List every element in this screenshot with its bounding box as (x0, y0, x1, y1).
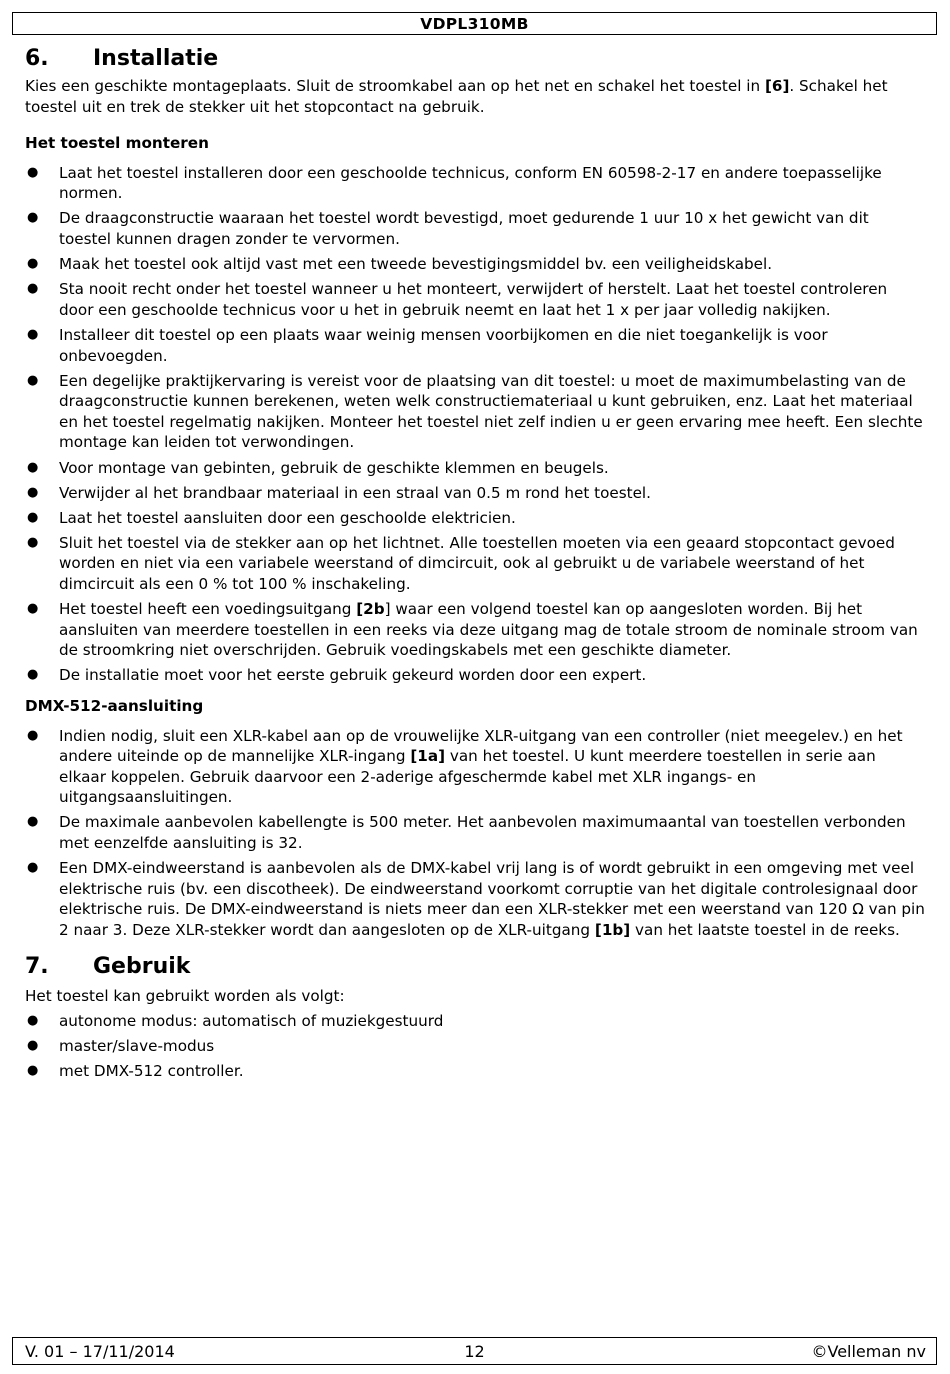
page-footer (12, 1337, 937, 1365)
bullet-icon: ● (27, 1013, 39, 1029)
section-6-intro (25, 76, 925, 117)
reference-label: [1b] (594, 920, 631, 939)
intro-text-continued: . Schakel het toestel uit en trek de stekker uit het stopcontact na gebruik. (25, 77, 888, 116)
page-header (12, 12, 937, 35)
bullet-icon: ● (27, 509, 39, 525)
bullet-icon: ● (27, 601, 39, 617)
section-6-heading (25, 44, 925, 74)
mount-heading: Het toestel monteren (25, 134, 209, 153)
list-item-text: Sta nooit recht onder het toestel wanneer u het monteert, verwijdert of herstelt. Laat het toestel controleren door een geschoolde technicus voor u het in gebruik neemt en laat het 1 x per jaar volledig nakijken. (59, 280, 888, 319)
list-item (25, 325, 925, 366)
reference-label: [6] (764, 77, 790, 95)
bullet-icon: ● (27, 210, 39, 226)
list-item-text: Verwijder al het brandbaar materiaal in een straal van 0.5 m rond het toestel. (59, 483, 651, 502)
list-item-text: Een DMX-eindweerstand is aanbevolen als de DMX-kabel vrij lang is of wordt gebruikt in een omgeving met veel elektrische ruis (bv. een discotheek). De eindweerstand voorkomt corruptie van het digitale controlesignaal door elektrische ruis. De DMX-eindweerstand is niets meer dan een XLR-stekker met een weerstand van 120 Ω van pin 2 naar 3. Deze XLR-stekker wordt dan aangesloten op de XLR-uitgang (59, 859, 925, 939)
section-7-number: 7. (25, 954, 49, 980)
bullet-icon: ● (27, 534, 39, 550)
page-content (25, 44, 925, 1086)
list-item-text: De draagconstructie waaraan het toestel wordt bevestigd, moet gedurende 1 uur 10 x het gewicht van dit toestel kunnen dragen zonder te vervormen. (59, 209, 869, 249)
list-item-text: Installeer dit toestel op een plaats waar weinig mensen voorbijkomen en die niet toegankelijk is voor onbevoegden. (59, 325, 828, 365)
list-item-text-continued: ] waar een volgend toestel kan op aangesloten worden. Bij het aansluiten van meerdere toestellen in een reeks via deze uitgang mag de totale stroom de nominale stroom van de stroomkring niet overschrijden. Gebruik voedingskabels met een geschikte diameter. (59, 600, 918, 660)
list-item-text: autonome modus: automatisch of muziekgestuurd (59, 1012, 444, 1031)
list-item-text: met DMX-512 controller. (59, 1062, 244, 1081)
list-item-text-continued: van het toestel. U kunt meerdere toestellen in serie aan elkaar koppelen. Gebruik daarvoor een 2-aderige afgeschermde kabel met XLR ingangs- en uitgangsaansluitingen. (59, 747, 876, 807)
section-7-heading (25, 952, 925, 982)
list-item (25, 599, 925, 661)
section-6-title: Installatie (93, 46, 219, 71)
copyright: ©Velleman nv (811, 1342, 926, 1361)
intro-text: Kies een geschikte montageplaats. Sluit de stroomkabel aan op het net en schakel het toestel in (25, 77, 765, 95)
section-7-intro: Het toestel kan gebruikt worden als volgt: (25, 987, 345, 1006)
dmx-list (25, 726, 925, 941)
bullet-icon: ● (27, 256, 39, 272)
list-item (25, 1061, 925, 1082)
list-item (25, 812, 925, 853)
list-item-text: Maak het toestel ook altijd vast met een tweede bevestigingsmiddel bv. een veiligheidskabel. (59, 255, 773, 274)
list-item (25, 458, 925, 479)
bullet-icon: ● (27, 459, 39, 475)
bullet-icon: ● (27, 727, 39, 743)
list-item (25, 533, 925, 595)
list-item (25, 665, 925, 686)
list-item (25, 1036, 925, 1057)
list-item (25, 858, 925, 940)
document-model: VDPL310MB (420, 15, 529, 33)
list-item (25, 508, 925, 529)
bullet-icon: ● (27, 484, 39, 500)
list-item-text: Het toestel heeft een voedingsuitgang (59, 600, 357, 619)
bullet-icon: ● (27, 860, 39, 876)
bullet-icon: ● (27, 667, 39, 683)
list-item-text: Sluit het toestel via de stekker aan op het lichtnet. Alle toestellen moeten via een geaard stopcontact gevoed worden en niet via een variabele weerstand of dimcircuit, ook al gebruikt u de variabele weerstand of het dimcircuit als een 0 % tot 100 % inschakeling. (59, 533, 895, 593)
list-item (25, 254, 925, 275)
list-item (25, 279, 925, 320)
list-item (25, 163, 925, 204)
bullet-icon: ● (27, 164, 39, 180)
list-item-text: Laat het toestel aansluiten door een geschoolde elektricien. (59, 508, 516, 527)
bullet-icon: ● (27, 814, 39, 830)
dmx-heading: DMX-512-aansluiting (25, 696, 204, 715)
bullet-icon: ● (27, 372, 39, 388)
mount-list (25, 163, 925, 686)
list-item-text: Laat het toestel installeren door een geschoolde technicus, conform EN 60598-2-17 en andere toepasselijke normen. (59, 163, 882, 203)
list-item-text: Een degelijke praktijkervaring is vereist voor de plaatsing van dit toestel: u moet de maximumbelasting van de draagconstructie kunnen berekenen, weten welk constructiemateriaal u kunt gebruiken, enz. Laat het materiaal en het toestel regelmatig nakijken. Monteer het toestel niet zelf indien u er geen ervaring mee heeft. Een slechte montage kan leiden tot verwondingen. (59, 371, 923, 452)
list-item (25, 1011, 925, 1032)
list-item-text-continued: van het laatste toestel in de reeks. (630, 920, 900, 939)
list-item (25, 483, 925, 504)
list-item-text: Indien nodig, sluit een XLR-kabel aan op de vrouwelijke XLR-uitgang van een controller (niet meegelev.) en het andere uiteinde op de mannelijke XLR-ingang (59, 726, 903, 766)
bullet-icon: ● (27, 1038, 39, 1054)
section-7-title: Gebruik (93, 954, 191, 980)
bullet-icon: ● (27, 1063, 39, 1079)
list-item-text: Voor montage van gebinten, gebruik de geschikte klemmen en beugels. (59, 458, 609, 477)
reference-label: [1a] (410, 747, 446, 766)
list-item-text: De maximale aanbevolen kabellengte is 500 meter. Het aanbevolen maximumaantal van toestellen verbonden met eenzelfde aansluiting is 32. (59, 813, 906, 852)
reference-label: [2b (356, 600, 385, 619)
list-item-text: master/slave-modus (59, 1037, 215, 1056)
section-6-number: 6. (25, 46, 49, 71)
list-item (25, 726, 925, 808)
page-number: 12 (464, 1342, 485, 1361)
bullet-icon: ● (27, 326, 39, 342)
bullet-icon: ● (27, 281, 39, 297)
list-item (25, 371, 925, 453)
usage-list (25, 1011, 925, 1082)
list-item (25, 208, 925, 249)
version-date: V. 01 – 17/11/2014 (25, 1342, 175, 1361)
list-item-text: De installatie moet voor het eerste gebruik gekeurd worden door een expert. (59, 666, 647, 685)
